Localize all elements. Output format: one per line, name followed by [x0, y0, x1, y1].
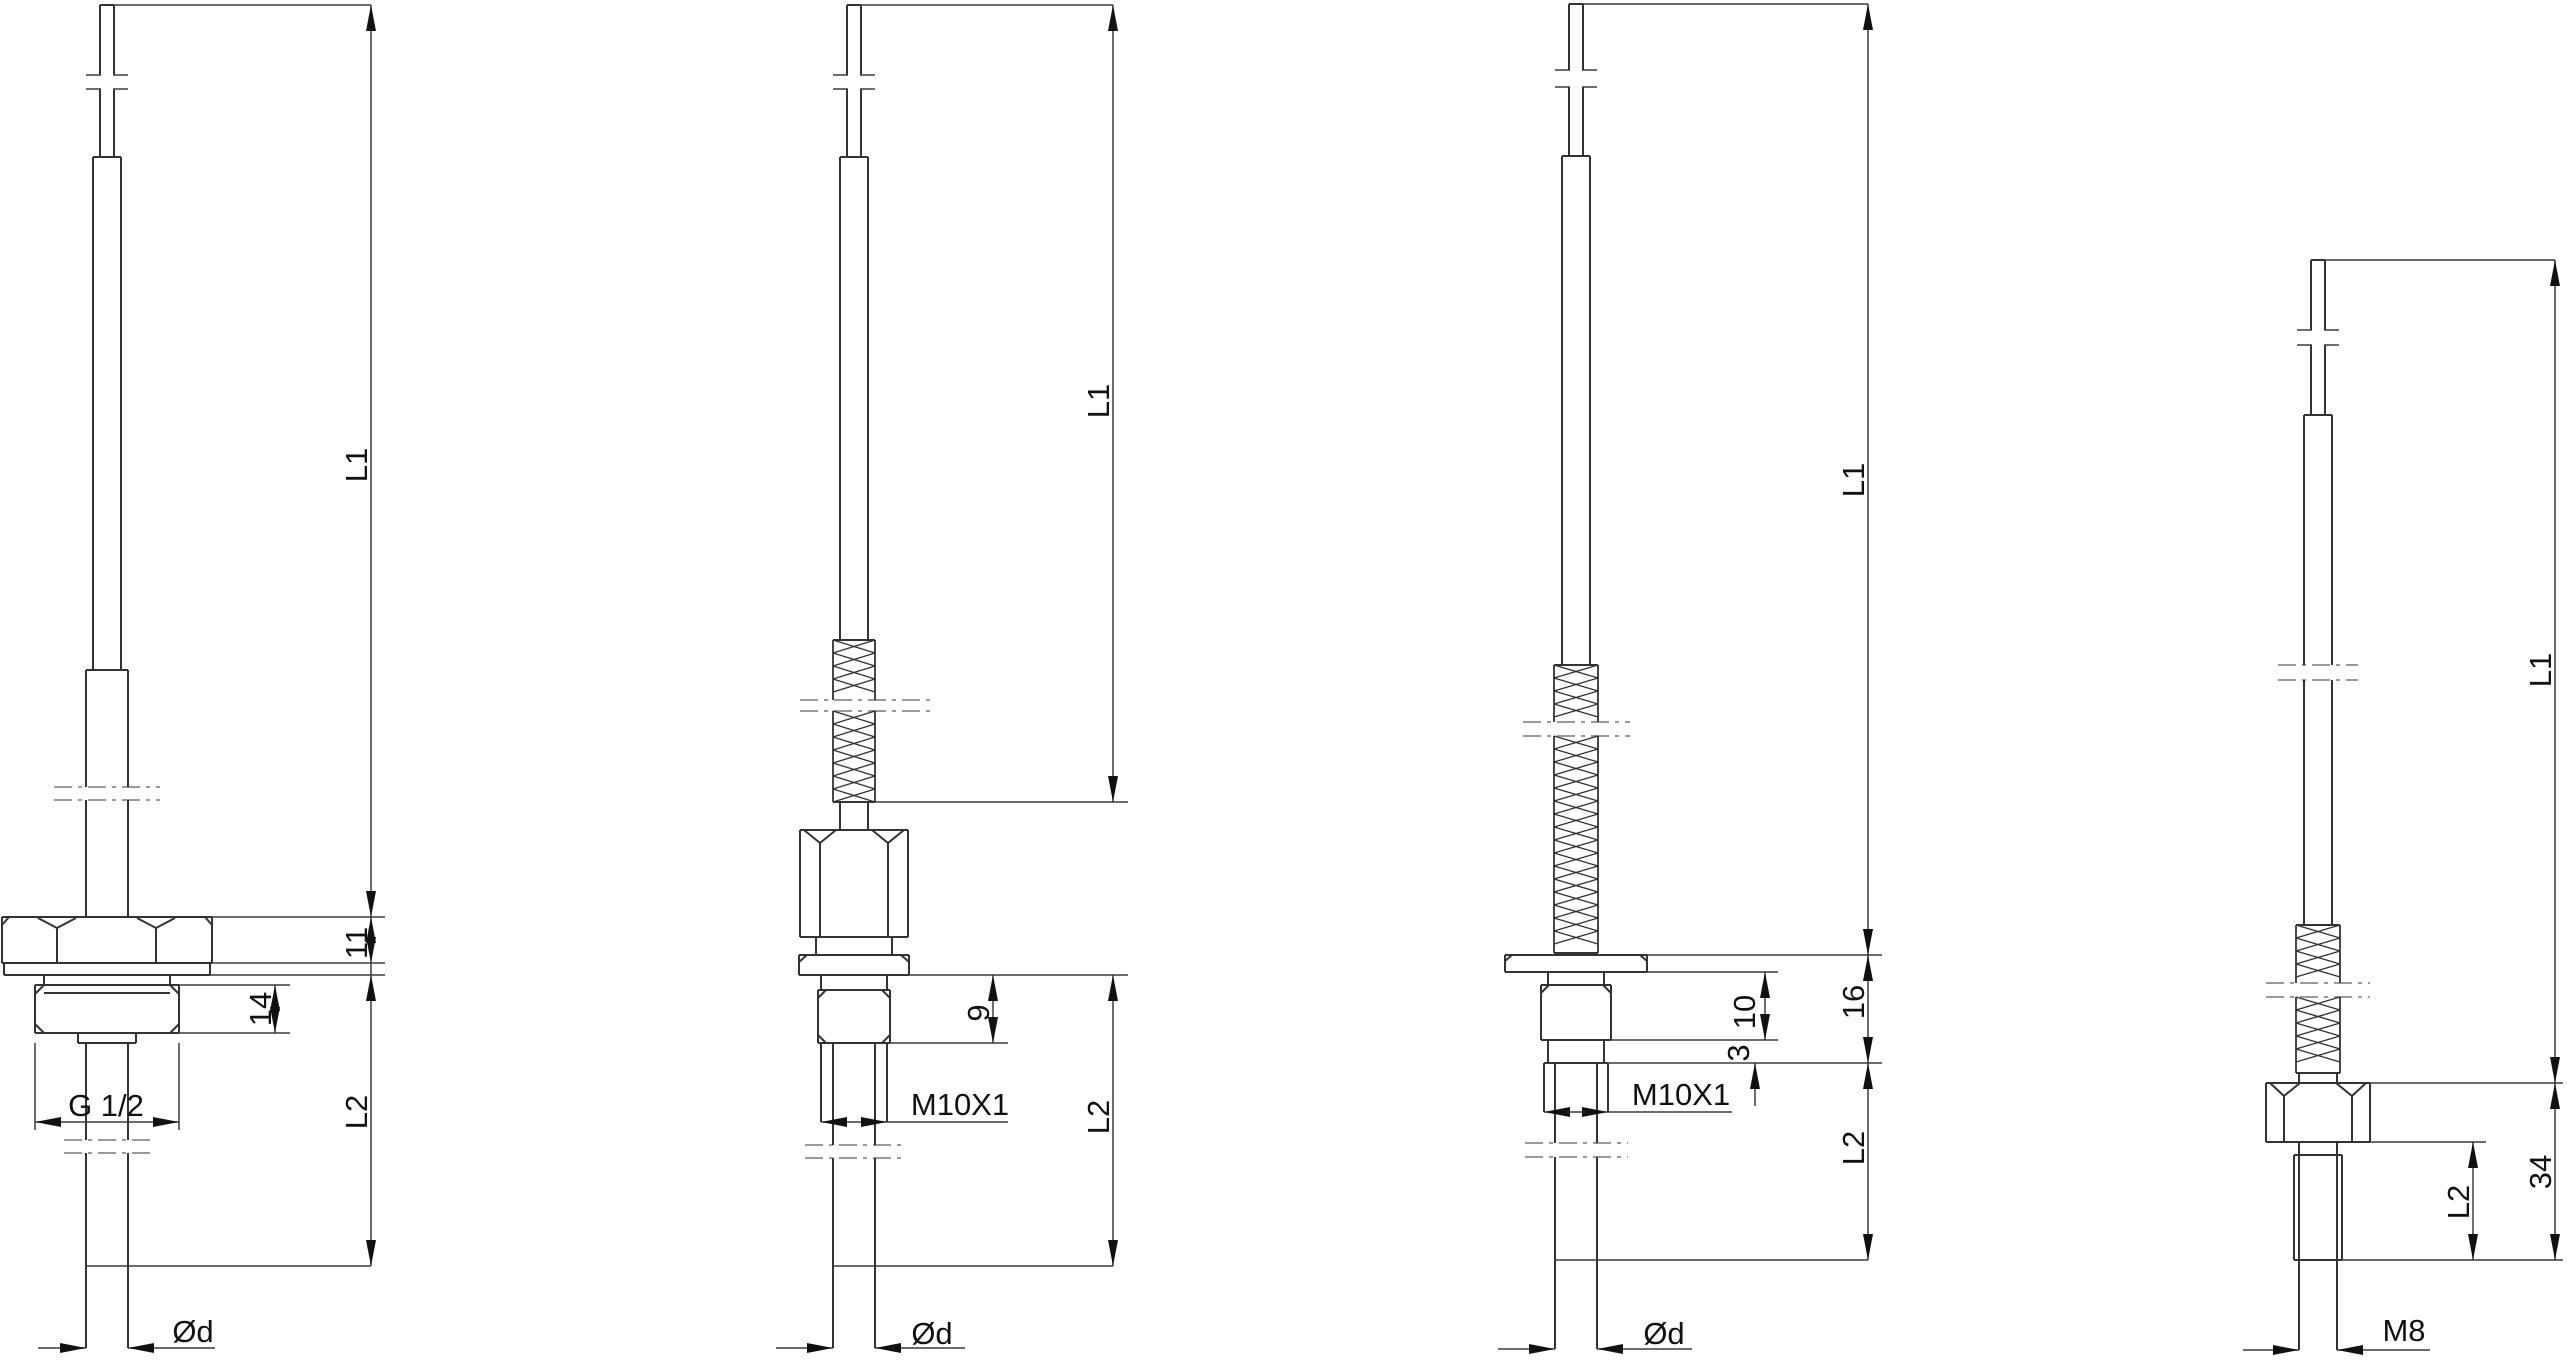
dimension-arrowhead: [366, 975, 376, 1001]
outline-line: [156, 918, 175, 928]
outline-line: [882, 990, 890, 998]
outline-line: [2270, 1083, 2284, 1096]
dim-label-16: 16: [1836, 984, 1871, 1020]
dimension-arrowhead: [2550, 1083, 2560, 1109]
figure-geometry: [1498, 4, 1882, 1354]
dimension-arrowhead: [2550, 260, 2560, 286]
figure-m10x1-long-spring-probe: [1498, 4, 1882, 1354]
dimension-arrowhead: [35, 1117, 61, 1127]
outline-line: [818, 1035, 826, 1043]
dimension-arrowhead: [2550, 1057, 2560, 1083]
dimension-arrowhead: [1108, 5, 1118, 31]
figure-g12-thermowell: [2, 5, 385, 1353]
figure-m10x1-spring-probe: [776, 5, 1128, 1353]
dim-label-l2: L2: [1836, 1130, 1871, 1166]
figure-geometry: [776, 5, 1128, 1353]
dim-label-l1: L1: [339, 447, 374, 483]
dim-label-l1: L1: [2523, 652, 2558, 688]
dimension-arrowhead: [1108, 776, 1118, 802]
dim-label-3: 3: [1721, 1044, 1756, 1062]
dimension-arrowhead: [807, 1343, 833, 1353]
outline-line: [882, 1035, 890, 1043]
thread-label-m10x1: M10X1: [910, 1087, 1010, 1122]
dimension-arrowhead: [1582, 1107, 1608, 1117]
dim-label-l2: L2: [1081, 1099, 1116, 1135]
thread-label-g12: G 1/2: [68, 1088, 144, 1123]
dimension-arrowhead: [1863, 1063, 1873, 1089]
outline-line: [2284, 1083, 2300, 1096]
dimension-arrowhead: [1750, 1063, 1760, 1089]
outline-line: [35, 1024, 44, 1033]
dimension-arrowhead: [2550, 1234, 2560, 1260]
outline-line: [170, 985, 179, 994]
dimension-arrowhead: [1760, 972, 1770, 998]
dimension-arrowhead: [1863, 929, 1873, 955]
dimension-arrowhead: [875, 1343, 901, 1353]
dimension-arrowhead: [1597, 1344, 1623, 1354]
outline-line: [2336, 1083, 2352, 1096]
diameter-label: Ød: [172, 1314, 214, 1349]
outline-line: [2352, 1083, 2366, 1096]
dimension-arrowhead: [366, 891, 376, 917]
outline-line: [35, 985, 44, 994]
dimension-arrowhead: [2468, 1234, 2478, 1260]
dimension-arrowhead: [2273, 1345, 2299, 1355]
outline-line: [205, 917, 212, 925]
diameter-label: Ød: [1643, 1316, 1685, 1351]
figure-geometry: [2243, 260, 2563, 1355]
dimension-arrowhead: [1108, 1240, 1118, 1266]
dimension-arrowhead: [1108, 975, 1118, 1001]
dim-label-l2: L2: [339, 1094, 374, 1130]
dimension-arrowhead: [2337, 1345, 2363, 1355]
outline-line: [872, 830, 888, 843]
dimension-arrowhead: [366, 1240, 376, 1266]
thread-label-m8: M8: [2382, 1313, 2426, 1348]
outline-line: [137, 918, 156, 928]
outline-line: [2, 917, 9, 925]
outline-line: [170, 1024, 179, 1033]
diameter-label: Ød: [911, 1316, 953, 1351]
dimension-arrowhead: [1863, 1234, 1873, 1260]
dim-label-34: 34: [2523, 1154, 2558, 1190]
dim-label-l1: L1: [1081, 383, 1116, 419]
dimension-arrowhead: [1863, 1037, 1873, 1063]
outline-line: [38, 918, 57, 928]
outline-line: [820, 830, 836, 843]
dimension-arrowhead: [60, 1343, 86, 1353]
dim-label-9: 9: [961, 1004, 996, 1022]
outline-line: [818, 990, 826, 998]
outline-line: [57, 918, 76, 928]
dim-label-l1: L1: [1836, 462, 1871, 498]
dimension-arrowhead: [1863, 4, 1873, 30]
dimension-arrowhead: [1863, 955, 1873, 981]
dimension-arrowhead: [128, 1343, 154, 1353]
figure-m8-probe: [2243, 260, 2563, 1355]
figure-geometry: [2, 5, 385, 1353]
dimension-arrowhead: [1529, 1344, 1555, 1354]
dimension-arrowhead: [153, 1117, 179, 1127]
outline-line: [1541, 985, 1549, 993]
outline-line: [804, 830, 820, 843]
outline-line: [888, 830, 904, 843]
dim-label-10: 10: [1727, 994, 1762, 1030]
dim-label-l2: L2: [2441, 1184, 2476, 1220]
dim-label-14: 14: [243, 991, 278, 1027]
outline-line: [1603, 985, 1611, 993]
dim-label-11: 11: [339, 926, 374, 960]
dimension-arrowhead: [2468, 1142, 2478, 1168]
outline-line: [901, 955, 909, 962]
outline-line: [799, 955, 807, 962]
dimension-arrowhead: [366, 5, 376, 31]
dimension-arrowhead: [988, 975, 998, 1001]
dimension-arrowhead: [1544, 1107, 1570, 1117]
thread-label-m10x1: M10X1: [1631, 1077, 1731, 1112]
